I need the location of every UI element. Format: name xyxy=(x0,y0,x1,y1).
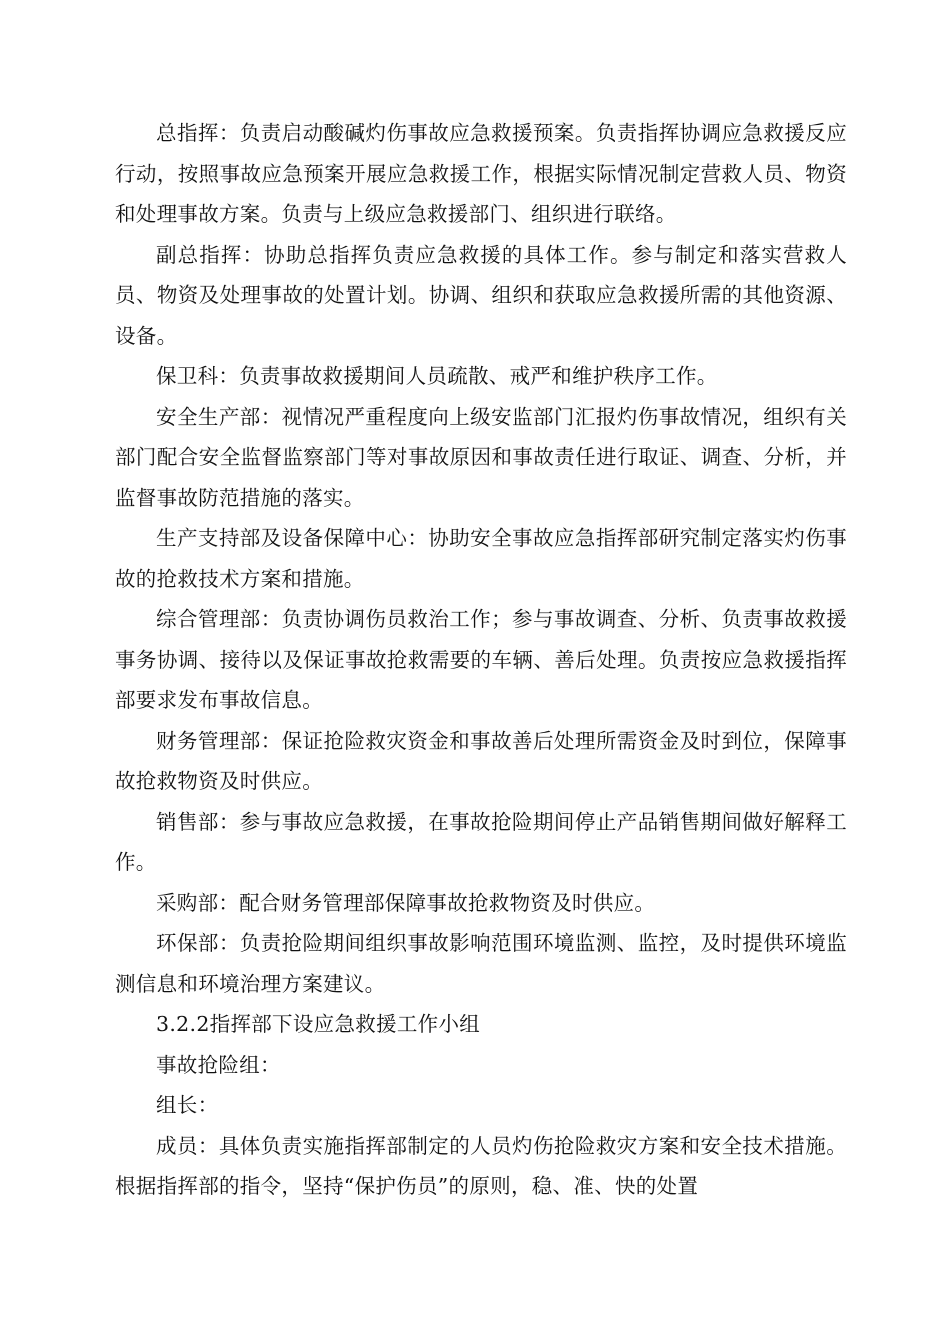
paragraph-sales-dept: 销售部：参与事故应急救援，在事故抢险期间停止产品销售期间做好解释工作。 xyxy=(115,809,847,874)
document-body xyxy=(115,113,847,1207)
paragraph-commander-in-chief: 总指挥：负责启动酸碱灼伤事故应急救援预案。负责指挥协调应急救援反应行动，按照事故应急预案开展应急救援工作，根据实际情况制定营救人员、物资和处理事故方案。负责与上级应急救援部门、组织进行联络。 xyxy=(115,121,847,226)
section-heading-3-2-2: 3.2.2指挥部下设应急救援工作小组 xyxy=(156,1012,481,1036)
paragraph-team-members: 成员：具体负责实施指挥部制定的人员灼伤抢险救灾方案和安全技术措施。根据指挥部的指令，坚持“保护伤员”的原则，稳、准、快的处置 xyxy=(115,1133,847,1198)
paragraph-general-management-dept: 综合管理部：负责协调伤员救治工作；参与事故调查、分析、负责事故救援事务协调、接待以及保证事故抢救需要的车辆、善后处理。负责按应急救援指挥部要求发布事故信息。 xyxy=(115,607,847,712)
paragraph-environmental-dept: 环保部：负责抢险期间组织事故影响范围环境监测、监控，及时提供环境监测信息和环境治理方案建议。 xyxy=(115,931,847,996)
paragraph-rescue-team: 事故抢险组： xyxy=(156,1052,281,1077)
paragraph-security-section: 保卫科：负责事故救援期间人员疏散、戒严和维护秩序工作。 xyxy=(156,364,718,388)
paragraph-safety-production-dept: 安全生产部：视情况严重程度向上级安监部门汇报灼伤事故情况，组织有关部门配合安全监督监察部门等对事故原因和事故责任进行取证、调查、分析，并监督事故防范措施的落实。 xyxy=(115,404,847,510)
paragraph-production-support-dept: 生产支持部及设备保障中心：协助安全事故应急指挥部研究制定落实灼伤事故的抢救技术方案和措施。 xyxy=(115,526,847,591)
paragraph-team-leader: 组长： xyxy=(156,1093,219,1117)
paragraph-deputy-commander: 副总指挥：协助总指挥负责应急救援的具体工作。参与制定和落实营救人员、物资及处理事故的处置计划。协调、组织和获取应急救援所需的其他资源、设备。 xyxy=(115,242,847,348)
paragraph-procurement-dept: 采购部：配合财务管理部保障事故抢救物资及时供应。 xyxy=(156,890,656,915)
paragraph-finance-dept: 财务管理部：保证抢险救灾资金和事故善后处理所需资金及时到位，保障事故抢救物资及时供应。 xyxy=(115,728,847,793)
